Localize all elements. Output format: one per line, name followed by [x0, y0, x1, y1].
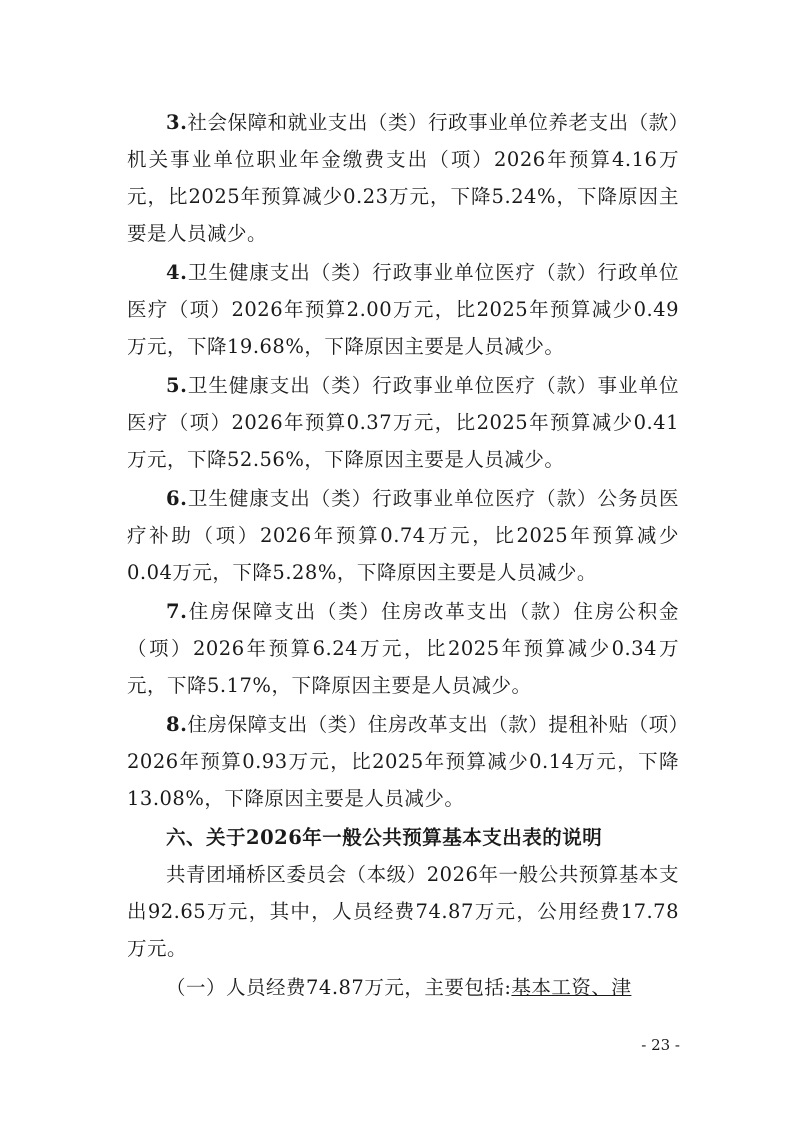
document-body — [127, 104, 679, 1008]
paragraph-item-4 — [127, 254, 679, 365]
item-number: 3. — [166, 111, 188, 134]
item-text: 卫生健康支出（类）行政事业单位医疗（款）事业单位医疗（项）2026年预算0.37万元，比2025年预算减少0.41万元，下降52.56%，下降原因主要是人员减少。 — [127, 374, 679, 471]
item-text: 住房保障支出（类）住房改革支出（款）住房公积金（项）2026年预算6.24万元，比2025年预算减少0.34万元，下降5.17%，下降原因主要是人员减少。 — [127, 600, 679, 697]
item-text: 卫生健康支出（类）行政事业单位医疗（款）公务员医疗补助（项）2026年预算0.74万元，比2025年预算减少0.04万元，下降5.28%，下降原因主要是人员减少。 — [127, 487, 679, 584]
item-text: 卫生健康支出（类）行政事业单位医疗（款）行政单位医疗（项）2026年预算2.00万元，比2025年预算减少0.49万元，下降19.68%，下降原因主要是人员减少。 — [127, 261, 679, 358]
item-number: 5. — [166, 374, 188, 397]
item-number: 6. — [166, 487, 188, 510]
item-number: 8. — [166, 713, 188, 736]
paragraph-item-3 — [127, 104, 679, 252]
paragraph-item-7 — [127, 593, 679, 704]
item-number: 7. — [166, 600, 188, 623]
paragraph-item-8 — [127, 706, 679, 817]
sub-paragraph — [127, 969, 679, 1006]
sub-paragraph-text: （一）人员经费74.87万元，主要包括: — [166, 976, 512, 999]
paragraph-item-6 — [127, 480, 679, 591]
section-heading: 六、关于2026年一般公共预算基本支出表的说明 — [166, 826, 603, 849]
item-number: 4. — [166, 261, 188, 284]
page-number: - 23 - — [641, 1036, 680, 1054]
underlined-text: 基本工资、津 — [511, 976, 632, 999]
item-text: 社会保障和就业支出（类）行政事业单位养老支出（款）机关事业单位职业年金缴费支出（项）2026年预算4.16万元，比2025年预算减少0.23万元，下降5.24%，下降原因主要是人员减少。 — [127, 111, 679, 245]
paragraph-item-5 — [127, 367, 679, 478]
summary-paragraph: 共青团埇桥区委员会（本级）2026年一般公共预算基本支出92.65万元，其中，人员经费74.87万元，公用经费17.78万元。 — [127, 863, 679, 960]
item-text: 住房保障支出（类）住房改革支出（款）提租补贴（项）2026年预算0.93万元，比2025年预算减少0.14万元，下降13.08%，下降原因主要是人员减少。 — [127, 713, 679, 810]
